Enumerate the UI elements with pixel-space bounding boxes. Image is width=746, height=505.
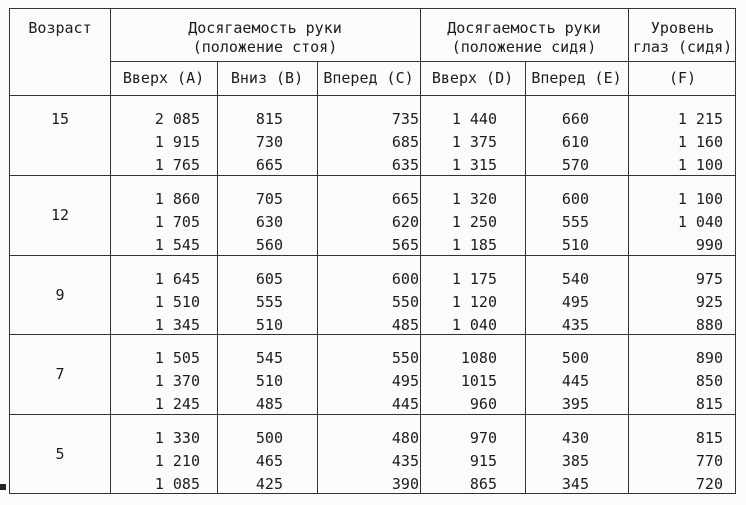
standing-header-line2: (положение стоя) (192, 38, 338, 56)
value-cell: 510 (255, 316, 283, 334)
value-cell: 550 (391, 293, 419, 311)
value-cell: 665 (391, 190, 419, 208)
age-cell: 12 (50, 206, 70, 224)
standing-header-line1: Досягаемость руки (188, 19, 342, 37)
eye-header-line2: глаз (сидя) (632, 38, 733, 56)
value-cell: 705 (255, 190, 283, 208)
value-cell: 600 (391, 270, 419, 288)
subheader-forward-c: Вперед (C) (323, 69, 414, 87)
age-cell: 5 (55, 445, 65, 463)
value-cell: 735 (391, 110, 419, 128)
row-rule (10, 175, 735, 176)
value-cell: 685 (391, 133, 419, 151)
value-cell: 510 (561, 236, 589, 254)
value-cell: 1 860 (154, 190, 200, 208)
margin-mark (0, 484, 6, 490)
value-cell: 660 (561, 110, 589, 128)
value-cell: 540 (561, 270, 589, 288)
value-cell: 1 375 (451, 133, 497, 151)
value-cell: 1 100 (677, 190, 723, 208)
value-cell: 1 645 (154, 270, 200, 288)
value-cell: 1 210 (154, 452, 200, 470)
value-cell: 850 (695, 372, 723, 390)
subheader-down-b: Вниз (B) (230, 69, 304, 87)
value-cell: 560 (255, 236, 283, 254)
value-cell: 1 705 (154, 213, 200, 231)
sitting-header-line1: Досягаемость руки (447, 19, 601, 37)
value-cell: 345 (561, 475, 589, 493)
value-cell: 1015 (460, 372, 497, 390)
value-cell: 960 (469, 395, 497, 413)
value-cell: 1 505 (154, 349, 200, 367)
value-cell: 555 (561, 213, 589, 231)
value-cell: 1 120 (451, 293, 497, 311)
value-cell: 2 085 (154, 110, 200, 128)
value-cell: 480 (391, 429, 419, 447)
value-cell: 1 040 (677, 213, 723, 231)
eye-header-line1: Уровень (650, 19, 715, 37)
sitting-header-line2: (положение сидя) (451, 38, 597, 56)
value-cell: 500 (561, 349, 589, 367)
value-cell: 1 545 (154, 236, 200, 254)
value-cell: 465 (255, 452, 283, 470)
value-cell: 555 (255, 293, 283, 311)
value-cell: 1 085 (154, 475, 200, 493)
value-cell: 435 (561, 316, 589, 334)
value-cell: 1 320 (451, 190, 497, 208)
value-cell: 1 160 (677, 133, 723, 151)
value-cell: 385 (561, 452, 589, 470)
value-cell: 620 (391, 213, 419, 231)
value-cell: 485 (255, 395, 283, 413)
value-cell: 665 (255, 156, 283, 174)
row-rule (10, 95, 735, 96)
value-cell: 565 (391, 236, 419, 254)
subheader-forward-e: Вперед (E) (531, 69, 622, 87)
age-cell: 15 (50, 110, 70, 128)
value-cell: 500 (255, 429, 283, 447)
value-cell: 1 330 (154, 429, 200, 447)
value-cell: 990 (695, 236, 723, 254)
value-cell: 495 (561, 293, 589, 311)
value-cell: 865 (469, 475, 497, 493)
value-cell: 1 100 (677, 156, 723, 174)
value-cell: 915 (469, 452, 497, 470)
value-cell: 1 040 (451, 316, 497, 334)
value-cell: 975 (695, 270, 723, 288)
value-cell: 510 (255, 372, 283, 390)
subheader-f: (F) (668, 69, 697, 87)
reach-table (9, 8, 736, 494)
value-cell: 390 (391, 475, 419, 493)
value-cell: 1 185 (451, 236, 497, 254)
value-cell: 630 (255, 213, 283, 231)
age-cell: 9 (55, 286, 65, 304)
value-cell: 635 (391, 156, 419, 174)
value-cell: 600 (561, 190, 589, 208)
age-cell: 7 (55, 365, 65, 383)
row-rule (110, 61, 735, 62)
value-cell: 770 (695, 452, 723, 470)
value-cell: 720 (695, 475, 723, 493)
value-cell: 1 245 (154, 395, 200, 413)
value-cell: 1 510 (154, 293, 200, 311)
value-cell: 1 345 (154, 316, 200, 334)
row-rule (10, 414, 735, 415)
value-cell: 1 215 (677, 110, 723, 128)
value-cell: 730 (255, 133, 283, 151)
value-cell: 1 915 (154, 133, 200, 151)
value-cell: 815 (695, 429, 723, 447)
value-cell: 1 315 (451, 156, 497, 174)
row-rule (10, 255, 735, 256)
value-cell: 445 (561, 372, 589, 390)
value-cell: 1080 (460, 349, 497, 367)
value-cell: 1 765 (154, 156, 200, 174)
value-cell: 430 (561, 429, 589, 447)
value-cell: 1 370 (154, 372, 200, 390)
value-cell: 815 (255, 110, 283, 128)
value-cell: 445 (391, 395, 419, 413)
value-cell: 1 175 (451, 270, 497, 288)
value-cell: 570 (561, 156, 589, 174)
value-cell: 610 (561, 133, 589, 151)
value-cell: 485 (391, 316, 419, 334)
value-cell: 425 (255, 475, 283, 493)
value-cell: 1 440 (451, 110, 497, 128)
subheader-up-a: Вверх (A) (122, 69, 205, 87)
value-cell: 970 (469, 429, 497, 447)
value-cell: 495 (391, 372, 419, 390)
value-cell: 395 (561, 395, 589, 413)
subheader-up-d: Вверх (D) (431, 69, 514, 87)
value-cell: 605 (255, 270, 283, 288)
value-cell: 550 (391, 349, 419, 367)
age-header: Возраст (28, 19, 92, 37)
value-cell: 880 (695, 316, 723, 334)
value-cell: 925 (695, 293, 723, 311)
value-cell: 1 250 (451, 213, 497, 231)
value-cell: 815 (695, 395, 723, 413)
value-cell: 890 (695, 349, 723, 367)
value-cell: 435 (391, 452, 419, 470)
value-cell: 545 (255, 349, 283, 367)
